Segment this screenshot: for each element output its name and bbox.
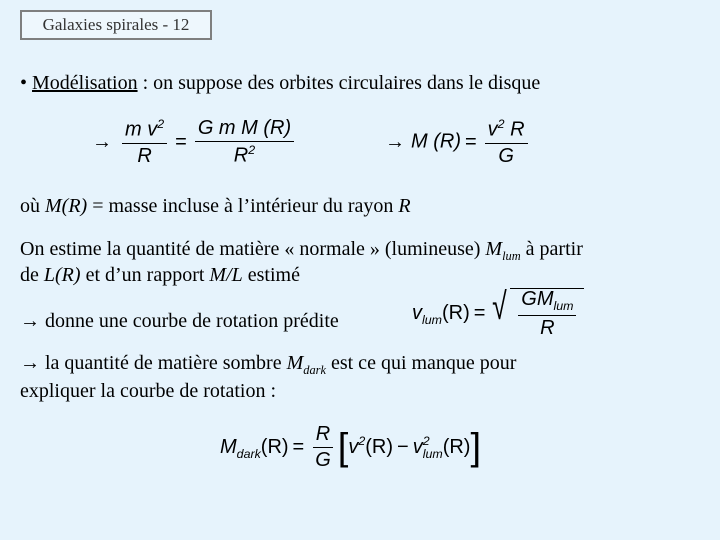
sqrt-symbol: √ $\frac{GM_{lum}}{R}$ [489, 288, 584, 339]
equation-mass [385, 118, 532, 167]
eq3-arg: (R) [441, 301, 470, 324]
eq4-arg: (R) [260, 435, 289, 458]
fraction-vlum [518, 289, 576, 339]
eq4-vl-arg: (R) [442, 435, 471, 458]
eq3-num-sub: lum [553, 299, 574, 313]
fraction-r-over-g [312, 424, 334, 471]
definition-line [20, 195, 411, 218]
estimate-lr: L(R) [43, 264, 81, 286]
estimate-text-2: à partir [520, 238, 583, 260]
eq2-num: v [487, 118, 498, 141]
eq4-frac-num: R [313, 424, 333, 448]
arrow-icon: → [385, 130, 405, 153]
eq3-den: R [540, 317, 555, 340]
eq1-left-den: R [137, 144, 152, 167]
open-bracket: [ [337, 426, 349, 469]
eq4-m: M [220, 435, 237, 458]
bullet-text: : on suppose des orbites circulaires dans le disque [137, 72, 541, 94]
equation-mdark [220, 424, 481, 471]
estimate-line-1 [20, 238, 583, 264]
estimate-text-1: On estime la quantité de matière « normale » (lumineuse) [20, 238, 486, 260]
arrow-icon: → [92, 130, 112, 153]
slide-title-box [20, 10, 212, 40]
estimate-text-3: de [20, 264, 44, 286]
eq4-minus: − [397, 435, 409, 458]
eq4-frac-den: G [315, 449, 331, 471]
dark-matter-line-2 [20, 380, 276, 403]
predicted-curve-line [20, 310, 339, 333]
eq4-v: v [348, 435, 359, 458]
def-r: R [398, 195, 411, 217]
estimate-line-2 [20, 264, 300, 287]
dark-text-3: expliquer la courbe de rotation : [20, 380, 277, 402]
eq4-v-arg: (R) [365, 435, 394, 458]
close-bracket: ] [470, 426, 482, 469]
estimate-ml: M/L [209, 264, 243, 286]
eq4-v-exp: 2 [358, 434, 366, 449]
eq1-right-exp: 2 [248, 143, 256, 157]
fraction-rhs [195, 118, 294, 167]
eq4-vl: v [412, 435, 423, 458]
eq3-num: GM [521, 288, 554, 310]
bullet-modelisation [20, 72, 540, 95]
eq3-v: v [412, 301, 422, 324]
equation-vlum [412, 288, 584, 339]
eq1-left-num: m v [125, 118, 158, 141]
eq4-vl-exp: 2 [422, 434, 430, 449]
fraction-mass [485, 118, 528, 167]
eq1-left-exp: 2 [157, 117, 165, 131]
eq2-lhs: M (R) [411, 130, 461, 153]
eq2-den: G [498, 144, 514, 167]
def-mr: M(R) [45, 195, 88, 217]
eq4-vl-sub: lum [422, 446, 443, 461]
eq3-equals: = [473, 301, 486, 324]
estimate-text-4: et d’un rapport [80, 264, 210, 286]
eq1-right-num: G m M (R) [195, 118, 294, 142]
eq1-equals: = [175, 130, 187, 153]
bullet-term: Modélisation [32, 72, 138, 94]
estimate-m: M [485, 238, 503, 260]
dark-text-1: → la quantité de matière sombre [20, 352, 287, 374]
fraction-lhs [122, 118, 167, 167]
eq2-equals: = [464, 130, 477, 153]
dark-matter-line-1 [20, 352, 516, 378]
dark-m: M [286, 352, 304, 374]
eq4-equals: = [292, 435, 305, 458]
eq4-m-sub: dark [236, 446, 261, 461]
slide-title: Galaxies spirales - 12 [42, 15, 190, 34]
equation-centripetal [92, 118, 298, 167]
estimate-text-5: estimé [242, 264, 300, 286]
eq3-v-sub: lum [422, 312, 442, 327]
dark-text-2: est ce qui manque pour [325, 352, 517, 374]
eq2-num-exp: 2 [497, 117, 505, 131]
eq1-right-den: R [233, 144, 249, 167]
predicted-text: → donne une courbe de rotation prédite [20, 310, 339, 332]
estimate-m-sub: lum [502, 249, 521, 263]
bullet-dot: • [20, 72, 28, 94]
eq2-num-tail: R [504, 118, 525, 141]
def-rest: = masse incluse à l’intérieur du rayon [87, 195, 399, 217]
dark-m-sub: dark [303, 363, 326, 377]
def-prefix: où [20, 195, 45, 217]
